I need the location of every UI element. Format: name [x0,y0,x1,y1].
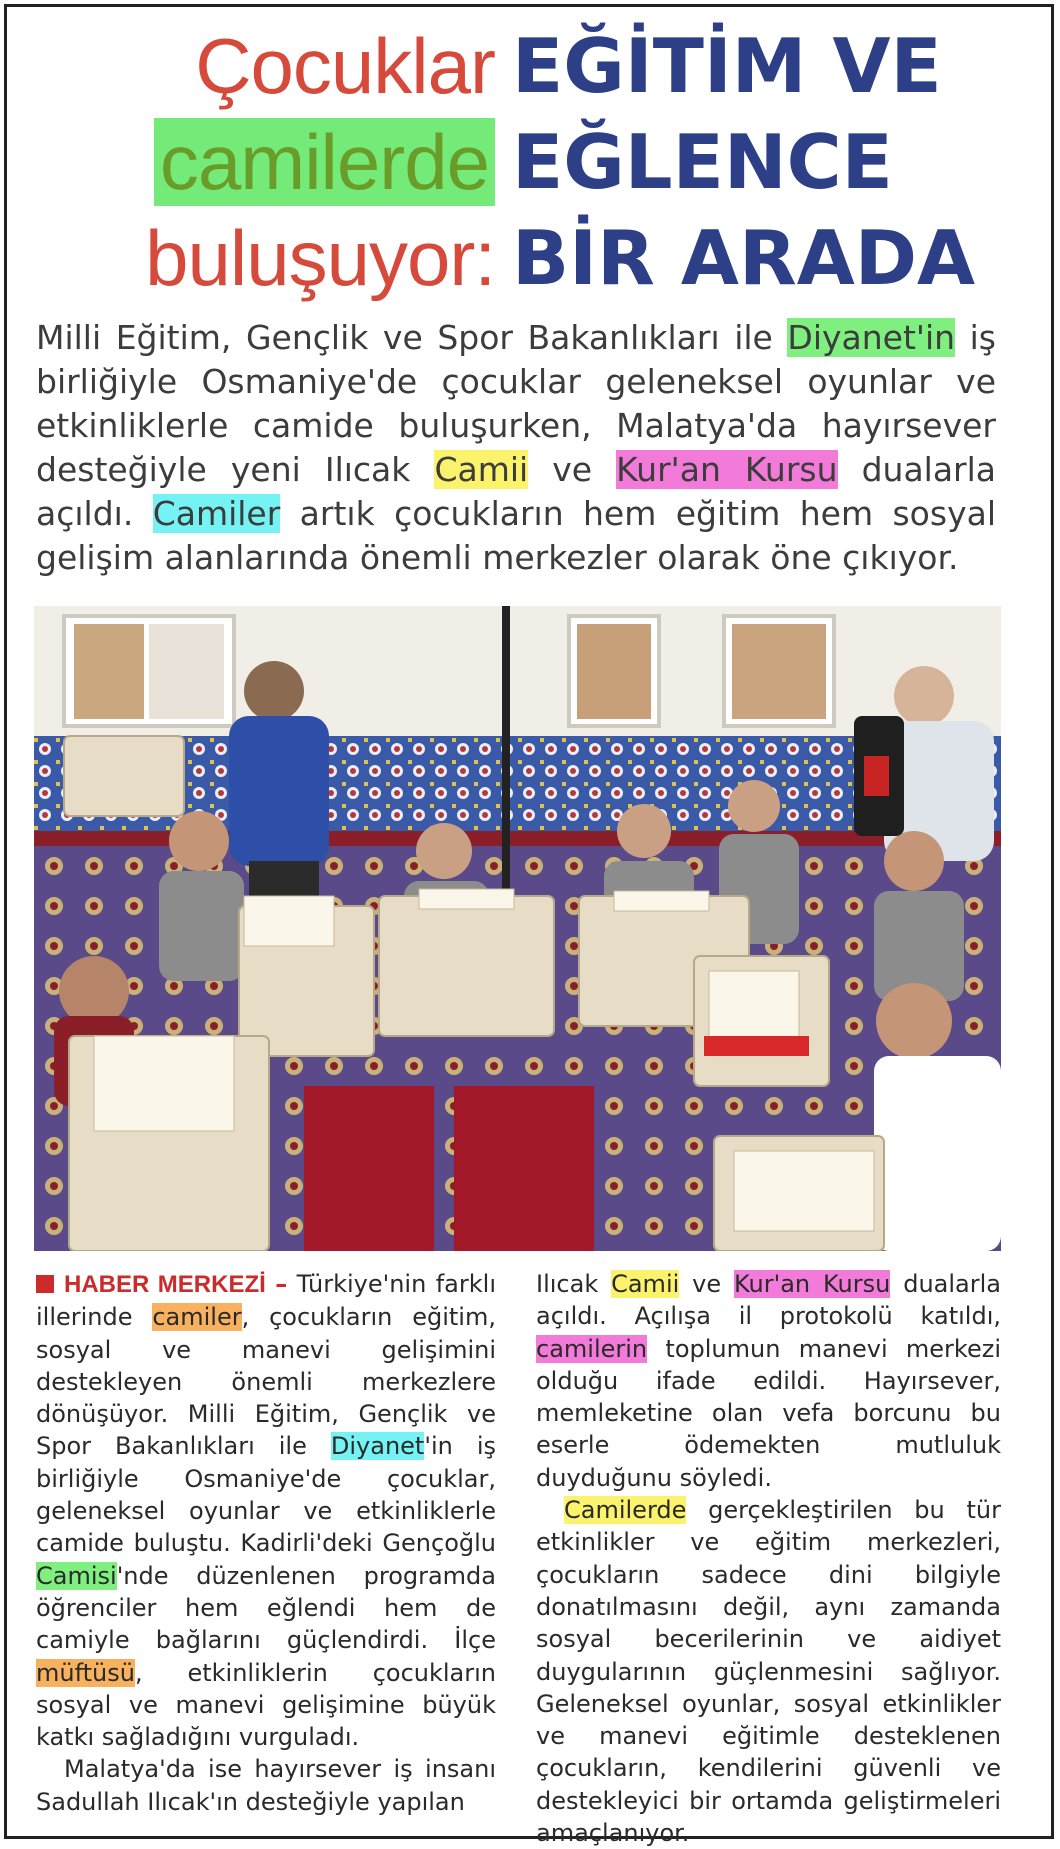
highlight-diyanet: Diyanet'in [787,318,956,357]
highlight-camiler: camiler [152,1303,242,1332]
article-tag: HABER MERKEZİ [64,1271,266,1298]
headline-left-line-3: buluşuyor: [145,214,495,302]
lead-paragraph: Milli Eğitim, Gençlik ve Spor Bakanlıkları ile Diyanet'in iş birliğiyle Osmaniye'de çocuklar geleneksel oyunlar ve etkinliklerle camide buluşurken, Malatya'da hayırsever desteğiyle yeni Ilıcak Camii ve Kur'an Kursu dualarla açıldı. Camiler artık çocukların hem eğitim hem sosyal gelişim alanlarında önemli merkezler olarak öne çıkıyor. [36,318,997,577]
article-paragraph-1: HABER MERKEZİ – Türkiye'nin farklı illerinde camiler, çocukların eğitim, sosyal ve manevi gelişimini destekleyen önemli merkezlere dönüşüyor. Milli Eğitim, Gençlik ve Spor Bakanlıkları ile Diyanet'in iş birliğiyle Osmaniye'de çocuklar, geleneksel oyunlar ve etkinliklerle camide buluştu. Kadirli'deki Gençoğlu Camisi'nde düzenlenen programda öğrenciler hem eğlendi hem de camiyle bağlarını güçlendirdi. İlçe müftüsü, etkinliklerin çocukların sosyal ve manevi gelişimine büyük katkı sağladığını vurguladı. [36,1270,497,1752]
article-column-1 [36,1268,496,1818]
highlight-kuran-kursu: Kur'an Kursu [734,1270,891,1298]
headline-highlight: camilerde [154,118,495,206]
highlight-camilerin: camilerin [536,1334,648,1363]
tag-square-icon [36,1275,54,1293]
headline-left-line-2 [20,114,495,210]
article-column-2 [536,1268,1001,1849]
headline-right [512,18,1052,306]
article-paragraph-2: Malatya'da ise hayırsever iş insanı Sadullah Ilıcak'ın desteğiyle yapılan [36,1755,496,1816]
headline-right-line-2: EĞLENCE [512,118,893,206]
highlight-camii: Camii [611,1270,680,1298]
article-photo [34,606,1001,1251]
headline-left-line-1: Çocuklar [195,22,495,110]
headline-right-line-3: BİR ARADA [512,214,976,302]
highlight-kuran-kursu: Kur'an Kursu [616,450,838,489]
headline-left [20,18,495,306]
highlight-camii: Camii [434,450,529,489]
highlight-camisi: Camisi [36,1561,117,1590]
article-paragraph-4: Camilerde gerçekleştirilen bu tür etkinlikler ve eğitim merkezleri, çocukların sadece dini bilgiyle donatılmasını değil, aynı zamanda sosyal becerilerinin ve aidiyet duygularının güçlenmesini sağlıyor. Geleneksel oyunlar, sosyal etkinlikler ve manevi eğitimle desteklenen çocukların, kendilerini güvenli ve destekleyici bir ortamda geliştirmeleri amaçlanıyor. [536,1496,1001,1848]
headline-right-line-1: EĞİTİM VE [512,22,942,110]
article-paragraph-3: Ilıcak Camii ve Kur'an Kursu dualarla açıldı. Açılışa il protokolü katıldı, camilerin toplumun manevi merkezi olduğu ifade edildi. Hayırsever, memleketine olan vefa borcunu bu eserle ödemekten mutluluk duyduğunu söyledi. [536,1270,1002,1492]
highlight-diyanet: Diyanet [330,1432,425,1461]
highlight-muftusu: müftüsü [36,1658,135,1687]
highlight-camilerde: Camilerde [564,1496,687,1525]
highlight-camiler: Camiler [152,494,281,533]
